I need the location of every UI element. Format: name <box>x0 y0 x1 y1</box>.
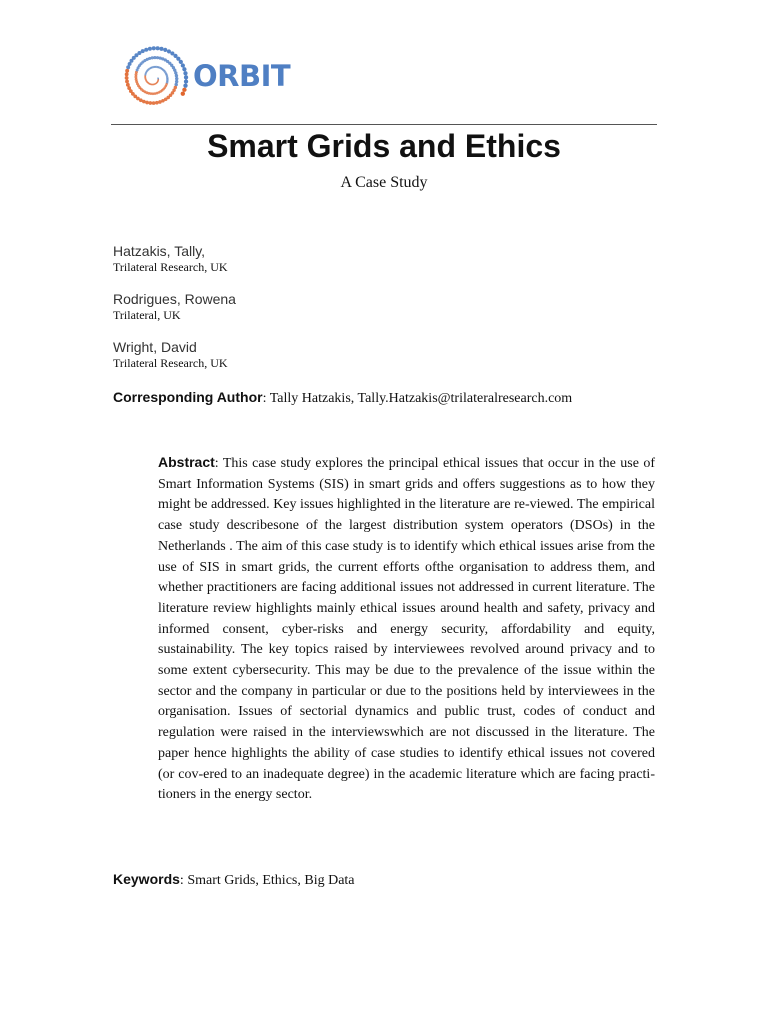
corresponding-author-label: Corresponding Author <box>113 389 263 405</box>
paper-title: Smart Grids and Ethics <box>207 128 561 164</box>
orbit-logo <box>119 42 299 112</box>
author-affiliation: Trilateral Research, UK <box>113 260 228 274</box>
corresponding-author <box>113 388 572 408</box>
author-block <box>113 243 228 275</box>
author-name: Wright, David <box>113 339 197 355</box>
author-affiliation: Trilateral Research, UK <box>113 356 228 370</box>
author-affiliation: Trilateral, UK <box>113 308 181 322</box>
abstract-label: Abstract <box>158 454 215 470</box>
keywords-label: Keywords <box>113 871 180 887</box>
keywords-value: Smart Grids, Ethics, Big Data <box>183 873 355 888</box>
author-block <box>113 291 236 323</box>
author-name: Hatzakis, Tally, <box>113 243 206 259</box>
corresponding-author-value: Tally Hatzakis, Tally.Hatzakis@trilateralresearch.com <box>266 391 573 406</box>
author-name: Rodrigues, Rowena <box>113 291 236 307</box>
abstract <box>158 452 655 806</box>
keywords <box>113 870 355 890</box>
author-block <box>113 339 228 371</box>
abstract-separator: : <box>214 456 219 471</box>
logo-text: ORBIT <box>193 59 291 93</box>
spiral-logo-icon <box>119 42 189 112</box>
abstract-text: This case study explores the principal ethical issues that occur in the use of Smart Information Systems (SIS) in smart grids and offers suggestions as to how they might be addressed. Key issues highlighted in the literature are re-viewed. The empirical case study describesone of the largest distribution system operators (DSOs) in the Netherlands . The aim of this case study is to identify which ethical issues arise from the use of SIS in smart grids, the current efforts ofthe organisation to address them, and whether practitioners are facing additional issues not addressed in current literature. The literature review highlights mainly ethical issues around health and safety, privacy and informed consent, cyber-risks and energy security, affordability and equity, sustainability. The key topics raised by interviewees revolved around privacy and to some extent cybersecurity. This may be due to the prevalence of the issue within the sector and the company in particular or due to the positions held by interviewees in the organisation. Issues of sectorial dynamics and public trust, codes of conduct and regulation were raised in the interviewswhich are not discussed in the literature. The paper hence highlights the ability of case studies to identify ethical issues not covered (or cov-ered to an inadequate degree) in the academic literature which are facing practi-tioners in the energy sector. <box>158 456 655 803</box>
paper-subtitle: A Case Study <box>340 174 428 191</box>
keywords-separator: : <box>179 873 184 888</box>
corresponding-author-separator: : <box>262 391 267 406</box>
